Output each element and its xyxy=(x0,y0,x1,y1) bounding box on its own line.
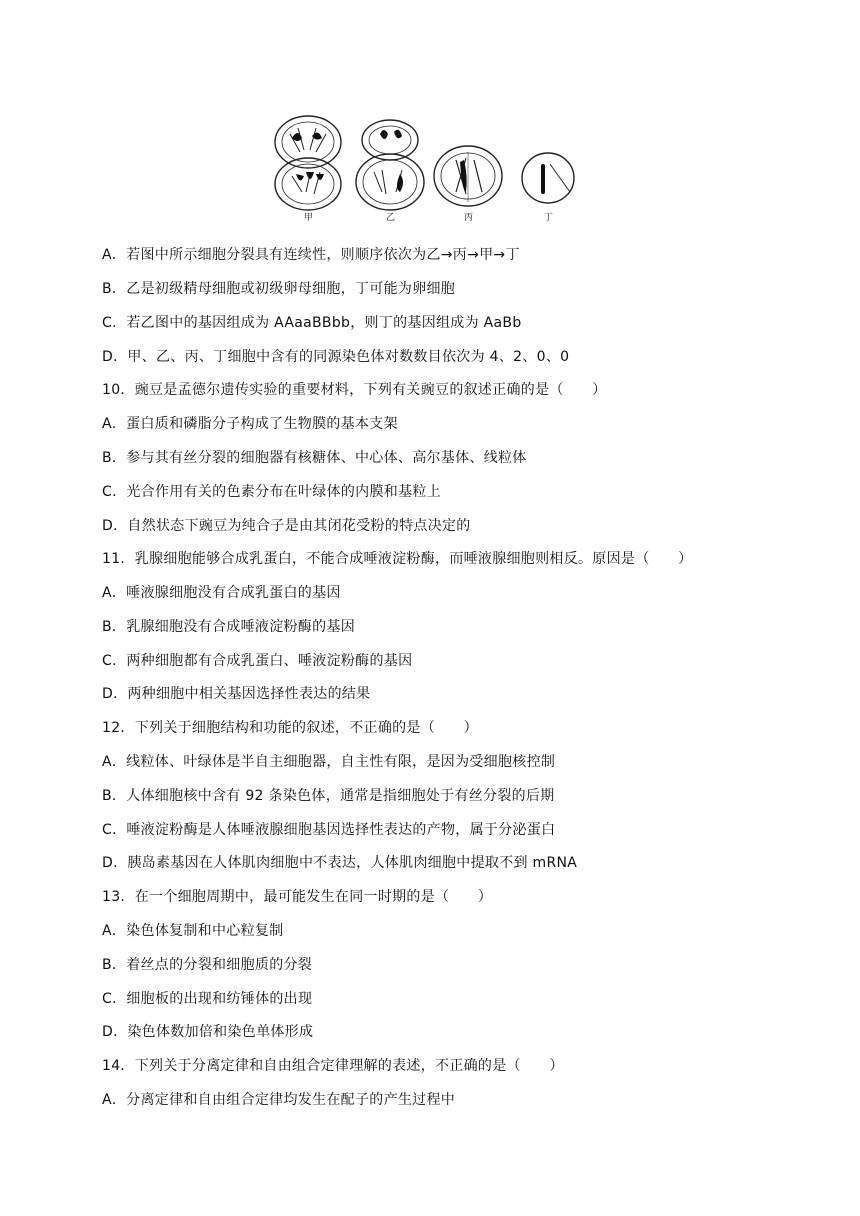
option-line: B．人体细胞核中含有 92 条染色体，通常是指细胞处于有丝分裂的后期 xyxy=(102,788,555,804)
label-jia: 甲 xyxy=(304,213,314,223)
option-line: D．甲、乙、丙、丁细胞中含有的同源染色体对数数目依次为 4、2、0、0 xyxy=(102,349,570,365)
option-line: D．自然状态下豌豆为纯合子是由其闭花受粉的特点决定的 xyxy=(102,518,471,534)
option-line: C．若乙图中的基因组成为 AAaaBBbb，则丁的基因组成为 AaBb xyxy=(102,315,522,331)
option-line: A．线粒体、叶绿体是半自主细胞器，自主性有限，是因为受细胞核控制 xyxy=(102,754,556,770)
option-line: D．两种细胞中相关基因选择性表达的结果 xyxy=(102,686,371,702)
label-bing: 丙 xyxy=(464,213,474,223)
question-stem: 12．下列关于细胞结构和功能的叙述，不正确的是（ ） xyxy=(102,720,478,736)
option-line: A．染色体复制和中心粒复制 xyxy=(102,923,284,939)
option-line: C．细胞板的出现和纺锤体的出现 xyxy=(102,991,313,1007)
label-ding: 丁 xyxy=(544,213,554,223)
option-line: D．染色体数加倍和染色单体形成 xyxy=(102,1024,314,1040)
option-line: C．光合作用有关的色素分布在叶绿体的内膜和基粒上 xyxy=(102,484,441,500)
option-line: A．唾液腺细胞没有合成乳蛋白的基因 xyxy=(102,585,341,601)
question-stem: 13．在一个细胞周期中，最可能发生在同一时期的是（ ） xyxy=(102,889,493,905)
label-yi: 乙 xyxy=(386,213,396,223)
option-line: A．分离定律和自由组合定律均发生在配子的产生过程中 xyxy=(102,1092,456,1108)
option-line: C．唾液淀粉酶是人体唾液腺细胞基因选择性表达的产物，属于分泌蛋白 xyxy=(102,822,556,838)
option-line: B．乳腺细胞没有合成唾液淀粉酶的基因 xyxy=(102,619,356,635)
option-line: A．蛋白质和磷脂分子构成了生物膜的基本支架 xyxy=(102,416,398,432)
option-line: A．若图中所示细胞分裂具有连续性，则顺序依次为乙→丙→甲→丁 xyxy=(102,247,520,263)
question-stem: 11．乳腺细胞能够合成乳蛋白，不能合成唾液淀粉酶，而唾液腺细胞则相反。原因是（ ） xyxy=(102,551,693,567)
question-stem: 10．豌豆是孟德尔遗传实验的重要材料，下列有关豌豆的叙述正确的是（ ） xyxy=(102,382,607,398)
option-line: B．参与其有丝分裂的细胞器有核糖体、中心体、高尔基体、线粒体 xyxy=(102,450,527,466)
option-line: B．乙是初级精母细胞或初级卵母细胞，丁可能为卵细胞 xyxy=(102,281,456,297)
question-stem: 14．下列关于分离定律和自由组合定律理解的表述，不正确的是（ ） xyxy=(102,1058,564,1074)
option-line: D．胰岛素基因在人体肌肉细胞中不表达，人体肌肉细胞中提取不到 mRNA xyxy=(102,855,578,871)
option-line: C．两种细胞都有合成乳蛋白、唾液淀粉酶的基因 xyxy=(102,653,413,669)
option-line: B．着丝点的分裂和细胞质的分裂 xyxy=(102,957,313,973)
